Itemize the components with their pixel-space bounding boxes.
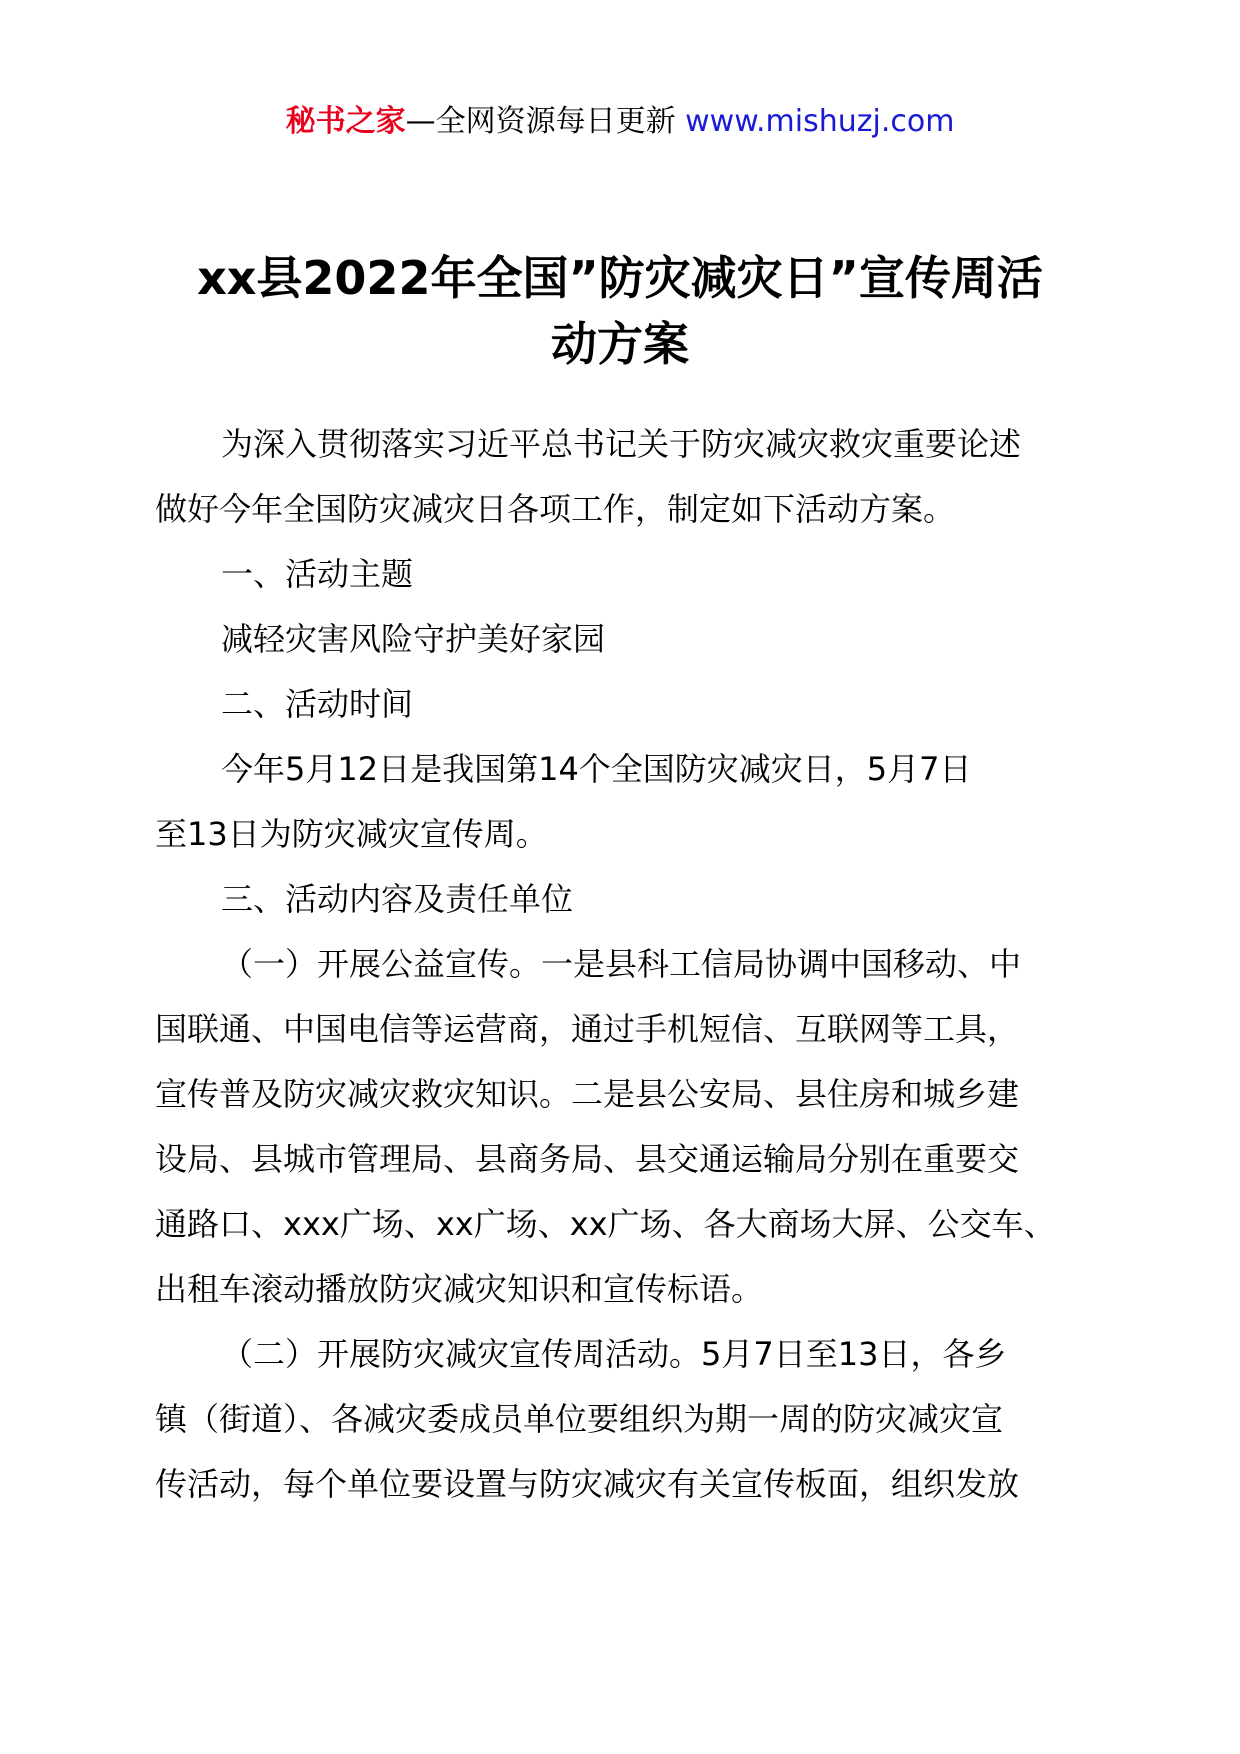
- site-brand: 秘书之家: [285, 104, 406, 139]
- document-body: [155, 412, 1095, 1517]
- content-paragraph-2-line: （二）开展防灾减灾宣传周活动。5月7日至13日，各乡: [221, 1335, 1007, 1373]
- intro-paragraph-line: 做好今年全国防灾减灾日各项工作，制定如下活动方案。: [155, 490, 956, 528]
- content-paragraph-1-line: 出租车滚动播放防灾减灾知识和宣传标语。: [155, 1270, 764, 1308]
- section-heading-theme: 一、活动主题: [221, 555, 414, 593]
- section-heading-time: 二、活动时间: [221, 685, 414, 723]
- title-line: 动方案: [551, 317, 689, 371]
- theme-text: 减轻灾害风险守护美好家园: [221, 620, 606, 658]
- content-paragraph-1-line: 宣传普及防灾减灾救灾知识。二是县公安局、县住房和城乡建: [155, 1075, 1020, 1113]
- site-header: [0, 100, 1240, 144]
- section-heading-content: 三、活动内容及责任单位: [221, 880, 574, 918]
- content-paragraph-1-line: 设局、县城市管理局、县商务局、县交通运输局分别在重要交: [155, 1140, 1020, 1178]
- time-paragraph-line: 至13日为防灾减灾宣传周。: [155, 815, 548, 853]
- intro-paragraph-line: 为深入贯彻落实习近平总书记关于防灾减灾救灾重要论述: [221, 425, 1022, 463]
- content-paragraph-2-line: 传活动，每个单位要设置与防灾减灾有关宣传板面，组织发放: [155, 1465, 1020, 1503]
- site-url-link[interactable]: www.mishuzj.com: [685, 104, 955, 139]
- content-paragraph-1-line: 通路口、xxx广场、xx广场、xx广场、各大商场大屏、公交车、: [155, 1205, 1056, 1243]
- site-slogan: —全网资源每日更新: [405, 104, 676, 139]
- document-title: [140, 245, 1100, 377]
- time-paragraph-line: 今年5月12日是我国第14个全国防灾减灾日，5月7日: [221, 750, 972, 788]
- content-paragraph-1-line: （一）开展公益宣传。一是县科工信局协调中国移动、中: [221, 945, 1022, 983]
- content-paragraph-1-line: 国联通、中国电信等运营商，通过手机短信、互联网等工具，: [155, 1010, 1020, 1048]
- content-paragraph-2-line: 镇（街道）、各减灾委成员单位要组织为期一周的防灾减灾宣: [155, 1400, 1004, 1438]
- title-line: xx县2022年全国”防灾减灾日”宣传周活: [197, 251, 1043, 305]
